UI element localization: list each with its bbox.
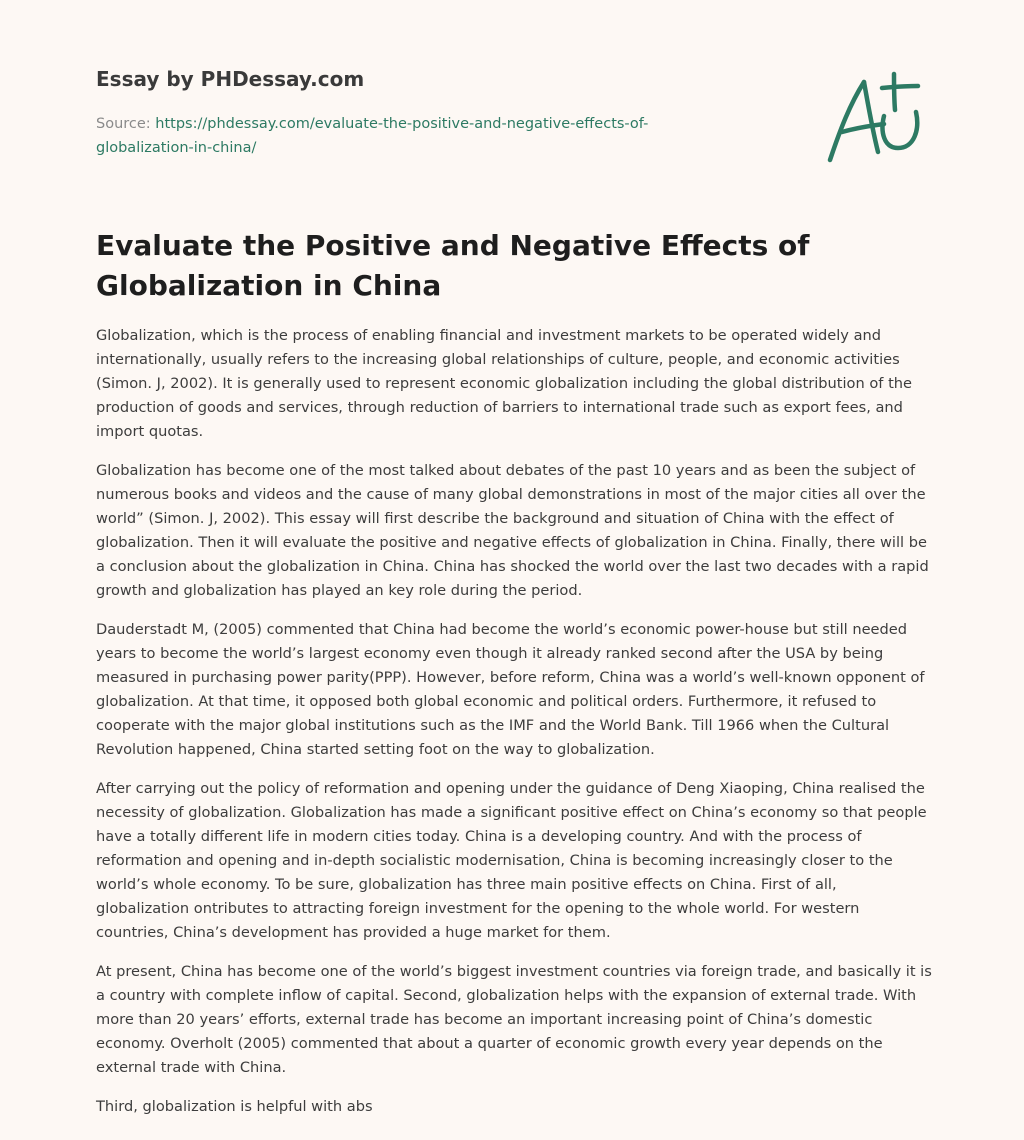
source-link[interactable]: https://phdessay.com/evaluate-the-positive-and-negative-effects-of-globalization-in-china/ xyxy=(96,116,649,156)
paragraph: Dauderstadt M, (2005) commented that China had become the world’s economic power-house but still needed years to become the world’s largest economy even though it already ranked second after the USA by being measured in purchasing power parity(PPP). However, before reform, China was a world’s well-known opponent of globalization. At that time, it opposed both global economic and political orders. Furthermore, it refused to cooperate with the major global institutions such as the IMF and the World Bank. Till 1966 when the Cultural Revolution happened, China started setting foot on the way to globalization. xyxy=(96,621,925,758)
paragraph: Globalization has become one of the most talked about debates of the past 10 years and as been the subject of numerous books and videos and the cause of many global demonstrations in most of the major cities all over the world” (Simon. J, 2002). This essay will first describe the background and situation of China with the effect of globalization. Then it will evaluate the positive and negative effects of globalization in China. Finally, there will be a conclusion about the globalization in China. China has shocked the world over the last two decades with a rapid growth and globalization has played an key role during the period. xyxy=(96,462,929,599)
paragraph: Globalization, which is the process of enabling financial and investment markets to be operated widely and internationally, usually refers to the increasing global relationships of culture, people, and economic activities (Simon. J, 2002). It is generally used to represent economic globalization including the global distribution of the production of goods and services, through reduction of barriers to international trade such as export fees, and import quotas. xyxy=(96,327,913,440)
site-title: Essay by PHDessay.com xyxy=(96,67,365,91)
article-title: Evaluate the Positive and Negative Effects of Globalization in China xyxy=(96,229,810,302)
paragraph: At present, China has become one of the world’s biggest investment countries via foreign trade, and basically it is a country with complete inflow of capital. Second, globalization helps with the expansion of external trade. With more than 20 years’ efforts, external trade has become an important increasing point of China’s domestic economy. Overholt (2005) commented that about a quarter of economic growth every year depends on the external trade with China. xyxy=(96,963,932,1076)
source-line xyxy=(96,112,736,160)
paragraph: After carrying out the policy of reformation and opening under the guidance of Deng Xiaoping, China realised the necessity of globalization. Globalization has made a significant positive effect on China’s economy so that people have a totally different life in modern cities today. China is a developing country. And with the process of reformation and opening and in-depth socialistic modernisation, China is becoming increasingly closer to the world’s whole economy. To be sure, globalization has three main positive effects on China. First of all, globalization ontributes to attracting foreign investment for the opening to the whole world. For western countries, China’s development has provided a huge market for them. xyxy=(96,780,927,941)
a-plus-logo-graphic xyxy=(822,68,930,168)
paragraph: Third, globalization is helpful with abs xyxy=(96,1098,373,1115)
source-label: Source: xyxy=(96,116,151,132)
page-header xyxy=(96,64,736,160)
article-body xyxy=(96,324,932,1134)
a-plus-logo-icon xyxy=(822,68,930,168)
